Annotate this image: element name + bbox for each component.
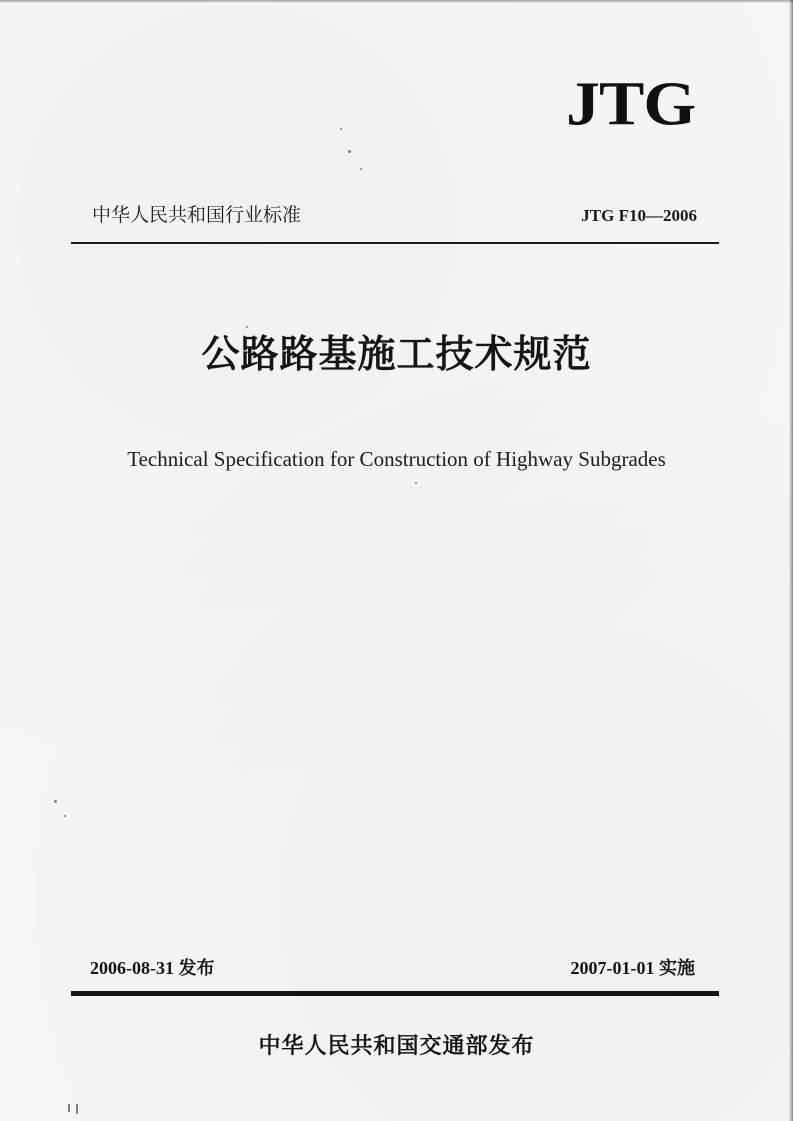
scan-edge-top bbox=[0, 0, 793, 3]
header-divider bbox=[71, 242, 719, 244]
footer-divider bbox=[71, 991, 719, 996]
implementation-date-label: 实施 bbox=[659, 958, 695, 979]
standard-category: 中华人民共和国行业标准 bbox=[92, 204, 302, 226]
implementation-date-value: 2007-01-01 bbox=[570, 958, 655, 978]
scan-speck bbox=[340, 128, 342, 130]
scan-speck bbox=[415, 482, 417, 484]
title-english: Technical Specification for Construction of Highway Subgrades bbox=[127, 447, 666, 471]
issue-date-label: 发布 bbox=[178, 958, 215, 979]
title-chinese: 公路路基施工技术规范 bbox=[201, 332, 592, 376]
scan-speck bbox=[246, 326, 248, 328]
standard-code: JTG F10—2006 bbox=[581, 206, 697, 225]
scan-speck bbox=[348, 150, 351, 153]
scan-speck bbox=[64, 815, 66, 817]
scan-speck bbox=[54, 800, 57, 803]
publisher: 中华人民共和国交通部发布 bbox=[258, 1034, 535, 1059]
issue-date-value: 2006-08-31 bbox=[90, 958, 174, 978]
scan-speck bbox=[360, 168, 362, 170]
issue-date bbox=[90, 956, 215, 981]
scan-edge-right bbox=[789, 0, 793, 1121]
implementation-date bbox=[571, 956, 696, 981]
scan-speck bbox=[76, 1104, 78, 1114]
scan-speck bbox=[68, 1104, 70, 1112]
standard-logo: JTG bbox=[566, 68, 696, 139]
